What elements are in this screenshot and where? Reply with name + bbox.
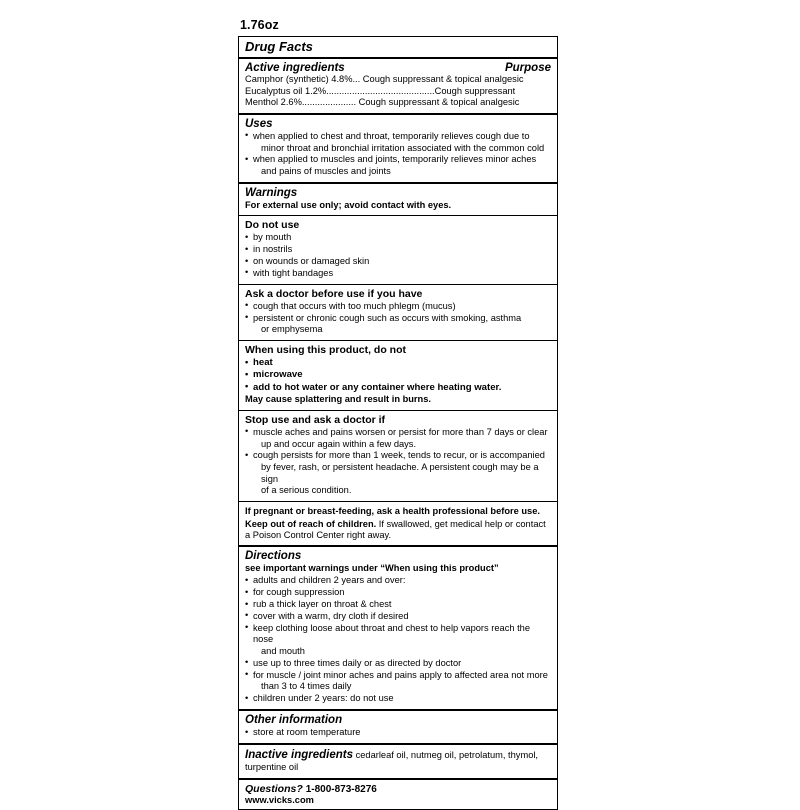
list-item: • with tight bandages	[245, 268, 551, 279]
active-ingredient-line: Camphor (synthetic) 4.8%... Cough suppressant & topical analgesic	[245, 74, 524, 84]
when-using-section	[239, 341, 557, 409]
list-item: • by mouth	[245, 232, 551, 243]
do-not-use-section	[239, 216, 557, 283]
list-item: • when applied to chest and throat, temporarily relieves cough due to	[245, 131, 551, 142]
list-item: and mouth	[261, 645, 305, 656]
list-item: • store at room temperature	[245, 727, 551, 738]
list-item: • for muscle / joint minor aches and pains apply to affected area not more	[245, 670, 551, 681]
uses-heading: Uses	[245, 117, 273, 130]
list-item: • adults and children 2 years and over:	[245, 575, 551, 586]
list-item: • on wounds or damaged skin	[245, 256, 551, 267]
drug-facts-panel	[238, 36, 558, 810]
do-not-use-heading: Do not use	[245, 219, 300, 232]
stop-use-section	[239, 411, 557, 501]
list-item: by fever, rash, or persistent headache. A persistent cough may be a sign	[261, 462, 539, 484]
list-item: • rub a thick layer on throat & chest	[245, 599, 551, 610]
list-item: • when applied to muscles and joints, temporarily relieves minor aches	[245, 154, 551, 165]
net-weight-label: 1.76oz	[240, 18, 279, 32]
active-ingredient-line: Menthol 2.6%..................... Cough suppressant & topical analgesic	[245, 97, 520, 108]
list-item: • muscle aches and pains worsen or persist for more than 7 days or clear	[245, 427, 551, 438]
keep-out-rest: If swallowed, get medical help or contact	[376, 518, 546, 529]
questions-section	[239, 780, 557, 809]
warnings-section	[239, 184, 557, 215]
directions-section	[239, 547, 557, 709]
active-ingredients-heading: Active ingredients	[245, 62, 345, 74]
list-item: • for cough suppression	[245, 587, 551, 598]
list-item: • cover with a warm, dry cloth if desired	[245, 611, 551, 622]
ask-doctor-section	[239, 285, 557, 340]
stop-use-heading: Stop use and ask a doctor if	[245, 413, 386, 426]
other-information-section	[239, 711, 557, 743]
warnings-heading: Warnings	[245, 187, 298, 200]
list-item: • cough persists for more than 1 week, tends to recur, or is accompanied	[245, 450, 551, 461]
list-item: • cough that occurs with too much phlegm (mucus)	[245, 301, 551, 312]
list-item: • microwave	[245, 369, 551, 381]
list-item: up and occur again within a few days.	[261, 438, 417, 449]
keep-out-bold: Keep out of reach of children.	[245, 518, 377, 529]
directions-subhead: see important warnings under “When using this product”	[245, 563, 499, 574]
panel-title: Drug Facts	[245, 39, 313, 54]
when-using-heading: When using this product, do not	[245, 344, 406, 357]
active-ingredients-section	[239, 59, 557, 113]
list-item: or emphysema	[261, 324, 323, 335]
list-item: minor throat and bronchial irritation associated with the common cold	[261, 142, 545, 153]
pregnant-text: If pregnant or breast-feeding, ask a health professional before use.	[245, 506, 540, 517]
when-using-footer: May cause splattering and result in burns.	[245, 394, 431, 405]
list-item: • persistent or chronic cough such as occurs with smoking, asthma	[245, 313, 551, 324]
list-item: • heat	[245, 357, 551, 369]
list-item: of a serious condition.	[261, 485, 352, 496]
inactive-ingredients-text-line2: turpentine oil	[245, 762, 299, 773]
questions-website[interactable]: www.vicks.com	[245, 794, 314, 805]
active-ingredient-line: Eucalyptus oil 1.2%..........................................Cough suppressant	[245, 85, 516, 96]
external-use-text: For external use only; avoid contact with eyes.	[245, 200, 452, 211]
pregnant-keepout-section	[239, 502, 557, 545]
list-item: • keep clothing loose about throat and chest to help vapors reach the nose	[245, 623, 551, 646]
inactive-ingredients-text: cedarleaf oil, nutmeg oil, petrolatum, thymol,	[353, 749, 539, 760]
keep-out-line2: a Poison Control Center right away.	[245, 529, 392, 540]
list-item: • children under 2 years: do not use	[245, 693, 551, 704]
questions-phone[interactable]: 1-800-873-8276	[305, 783, 377, 795]
list-item: • use up to three times daily or as directed by doctor	[245, 658, 551, 669]
list-item: than 3 to 4 times daily	[261, 681, 352, 692]
inactive-ingredients-heading: Inactive ingredients	[245, 748, 354, 761]
ask-doctor-heading: Ask a doctor before use if you have	[245, 287, 423, 300]
list-item: and pains of muscles and joints	[261, 166, 391, 177]
uses-section	[239, 115, 557, 182]
list-item: • add to hot water or any container where heating water.	[245, 382, 551, 394]
inactive-ingredients-section	[239, 745, 557, 778]
list-item: • in nostrils	[245, 244, 551, 255]
directions-heading: Directions	[245, 550, 302, 563]
other-information-heading: Other information	[245, 714, 343, 727]
purpose-heading: Purpose	[504, 62, 551, 74]
questions-label: Questions?	[245, 782, 303, 795]
